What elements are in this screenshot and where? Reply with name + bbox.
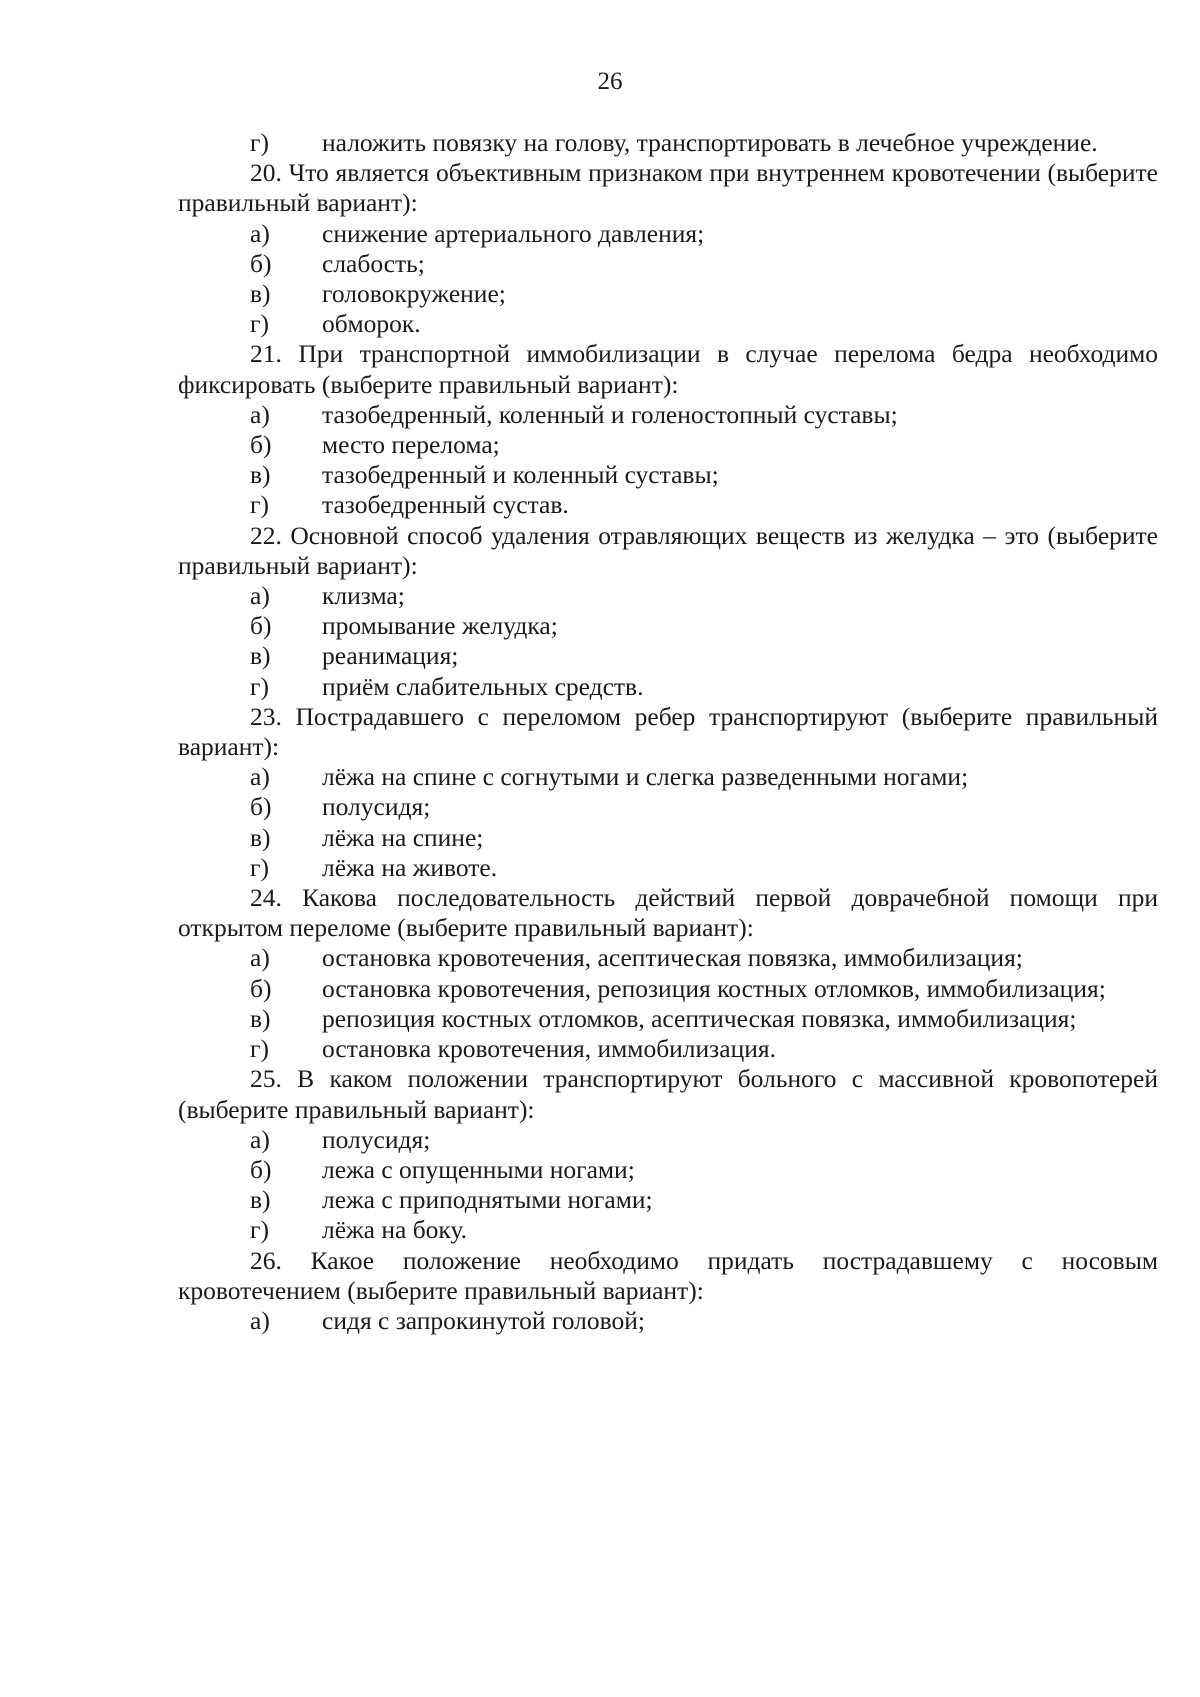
question-stem: 21. При транспортной иммобилизации в случае перелома бедра необходимо фиксировать (выберите правильный вариант):	[178, 339, 1158, 399]
answer-option	[178, 1004, 1158, 1034]
option-text: лежа с приподнятыми ногами;	[322, 1185, 653, 1215]
option-text: тазобедренный, коленный и голеностопный суставы;	[322, 399, 898, 429]
option-text: лёжа на животе.	[322, 852, 498, 882]
answer-option	[178, 309, 1158, 339]
option-text: остановка кровотечения, асептическая повязка, иммобилизация;	[322, 943, 1023, 973]
option-label: а)	[250, 762, 270, 792]
option-text: тазобедренный сустав.	[322, 490, 569, 520]
option-text: снижение артериального давления;	[322, 218, 705, 248]
continued-option	[178, 128, 1158, 158]
option-label: в)	[250, 460, 271, 490]
answer-option	[178, 460, 1158, 490]
option-label: г)	[250, 671, 269, 701]
answer-option	[178, 1306, 1158, 1336]
answer-option	[178, 1215, 1158, 1245]
option-text: остановка кровотечения, репозиция костных отломков, иммобилизация;	[322, 973, 1106, 1003]
option-text: наложить повязку на голову, транспортировать в лечебное учреждение.	[322, 128, 1098, 157]
question-stem: 25. В каком положении транспортируют больного с массивной кровопотерей (выберите правильный вариант):	[178, 1064, 1158, 1124]
page-number: 26	[597, 68, 623, 95]
option-text: лёжа на спине;	[322, 822, 484, 852]
option-text: реанимация;	[322, 641, 459, 671]
option-label: в)	[250, 822, 271, 852]
option-text: репозиция костных отломков, асептическая повязка, иммобилизация;	[322, 1003, 1077, 1033]
answer-option	[178, 974, 1158, 1004]
option-label: б)	[250, 973, 272, 1003]
option-text: обморок.	[322, 309, 421, 339]
answer-option	[178, 792, 1158, 822]
option-text: лёжа на боку.	[322, 1215, 468, 1245]
answer-option	[178, 853, 1158, 883]
option-text: промывание желудка;	[322, 611, 558, 641]
question-stem: 26. Какое положение необходимо придать пострадавшему с носовым кровотечением (выберите правильный вариант):	[178, 1245, 1158, 1305]
answer-option	[178, 611, 1158, 641]
answer-option	[178, 641, 1158, 671]
option-label: г)	[250, 128, 269, 157]
option-label: б)	[250, 792, 272, 822]
option-label: а)	[250, 399, 270, 429]
option-text: лёжа на спине с согнутыми и слегка разведенными ногами;	[322, 762, 969, 792]
answer-option	[178, 400, 1158, 430]
question-stem: 23. Пострадавшего с переломом ребер транспортируют (выберите правильный вариант):	[178, 701, 1158, 762]
answer-option	[178, 1155, 1158, 1185]
option-label: г)	[250, 1215, 269, 1245]
answer-option	[178, 249, 1158, 279]
answer-option	[178, 1125, 1158, 1155]
option-label: б)	[250, 430, 272, 460]
answer-option	[178, 279, 1158, 309]
option-label: в)	[250, 641, 271, 671]
option-label: в)	[250, 1185, 271, 1215]
answer-option	[178, 219, 1158, 249]
option-label: а)	[250, 581, 270, 611]
option-text: головокружение;	[322, 279, 506, 309]
option-label: г)	[250, 309, 269, 339]
option-text: полусидя;	[322, 792, 431, 822]
answer-option	[178, 490, 1158, 520]
option-label: б)	[250, 611, 272, 641]
option-label: а)	[250, 218, 270, 248]
answer-option	[178, 1185, 1158, 1215]
option-text: лежа с опущенными ногами;	[322, 1154, 635, 1184]
answer-option	[178, 943, 1158, 973]
option-label: в)	[250, 279, 271, 309]
option-label: в)	[250, 1003, 271, 1033]
answer-option	[178, 762, 1158, 792]
option-text: клизма;	[322, 581, 405, 611]
option-label: а)	[250, 943, 270, 973]
question-stem: 22. Основной способ удаления отравляющих веществ из желудка – это (выберите правильный вариант):	[178, 520, 1158, 580]
option-text: тазобедренный и коленный суставы;	[322, 460, 719, 490]
option-text: остановка кровотечения, иммобилизация.	[322, 1034, 776, 1064]
page-content	[178, 128, 1158, 1336]
option-text: слабость;	[322, 248, 425, 278]
answer-option	[178, 823, 1158, 853]
option-text: сидя с запрокинутой головой;	[322, 1305, 646, 1335]
option-text: приём слабительных средств.	[322, 671, 644, 701]
option-label: б)	[250, 1154, 272, 1184]
option-label: г)	[250, 1034, 269, 1064]
option-text: полусидя;	[322, 1124, 431, 1154]
option-label: а)	[250, 1305, 270, 1335]
question-stem: 24. Какова последовательность действий первой доврачебной помощи при открытом переломе (выберите правильный вариант):	[178, 883, 1158, 943]
option-label: г)	[250, 490, 269, 520]
option-label: а)	[250, 1124, 270, 1154]
answer-option	[178, 672, 1158, 702]
answer-option	[178, 581, 1158, 611]
option-text: место перелома;	[322, 430, 500, 460]
option-label: г)	[250, 852, 269, 882]
answer-option	[178, 430, 1158, 460]
question-stem: 20. Что является объективным признаком при внутреннем кровотечении (выберите правильный вариант):	[178, 158, 1158, 218]
answer-option	[178, 1034, 1158, 1064]
option-label: б)	[250, 248, 272, 278]
